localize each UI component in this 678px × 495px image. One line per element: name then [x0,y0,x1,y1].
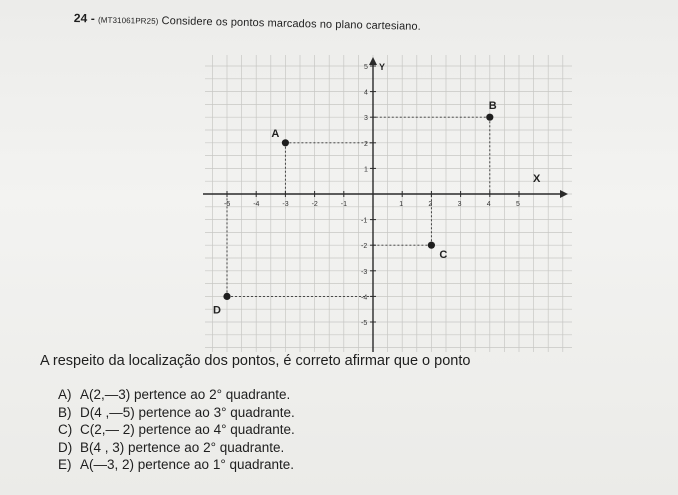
point-label-c: C [439,249,448,262]
x-axis-arrow [560,190,568,198]
y-tick-label: -2 [361,243,368,251]
point-label-d: D [213,304,221,317]
x-tick-label: -4 [253,201,260,208]
answer-options [58,386,295,474]
option-c[interactable] [58,421,295,439]
y-tick-label: -3 [361,268,368,276]
x-tick-label: 5 [516,201,520,208]
x-tick-label: 2 [428,201,433,208]
point-d [223,293,230,300]
y-tick-label: 5 [364,64,368,71]
x-tick-label: -5 [224,201,231,208]
question-code: (MT31061PR25) [97,15,159,26]
x-tick-label: 3 [457,201,462,208]
option-text: A(—3, 2) pertence ao 1° quadrante. [80,457,295,473]
option-letter: B) [58,404,72,420]
x-tick-label: 4 [486,201,491,208]
x-axis-label: X [533,173,541,185]
option-letter: C) [58,422,73,438]
option-letter: D) [58,439,73,455]
option-letter: A) [58,387,72,402]
option-a[interactable] [58,386,295,404]
option-b[interactable] [58,404,295,422]
x-tick-label: -3 [282,201,289,208]
y-tick-label: -1 [361,217,368,225]
question-prompt: A respeito da localização dos pontos, é correto afirmar que o ponto [40,353,471,369]
option-text: D(4 ,—5) pertence ao 3° quadrante. [80,404,295,420]
y-tick-label: 3 [364,115,368,123]
y-tick-label: 1 [364,166,368,174]
option-e[interactable] [58,456,295,474]
option-text: C(2,— 2) pertence ao 4° quadrante. [80,422,295,438]
option-letter: E) [58,457,72,473]
x-tick-label: 1 [399,201,404,208]
question-statement: Considere os pontos marcados no plano cartesiano. [161,14,421,33]
y-axis-arrow [369,57,377,65]
option-text: B(4 , 3) pertence ao 2° quadrante. [80,439,285,455]
point-label-b: B [488,100,497,113]
option-text: A(2,—3) pertence ao 2° quadrante. [80,387,291,402]
question-number: 24 - [73,11,96,26]
x-tick-label: -1 [340,201,348,208]
points [213,100,497,316]
option-d[interactable] [58,439,295,457]
point-label-a: A [271,127,280,140]
point-c [428,242,435,249]
y-axis-label: Y [379,62,386,72]
y-tick-label: -4 [361,294,368,302]
y-tick-label: 2 [364,140,368,148]
point-b [486,114,493,121]
x-tick-label: -2 [311,201,318,208]
y-tick-label: -5 [361,320,368,327]
y-tick-label: 4 [364,89,368,97]
point-a [282,139,289,146]
